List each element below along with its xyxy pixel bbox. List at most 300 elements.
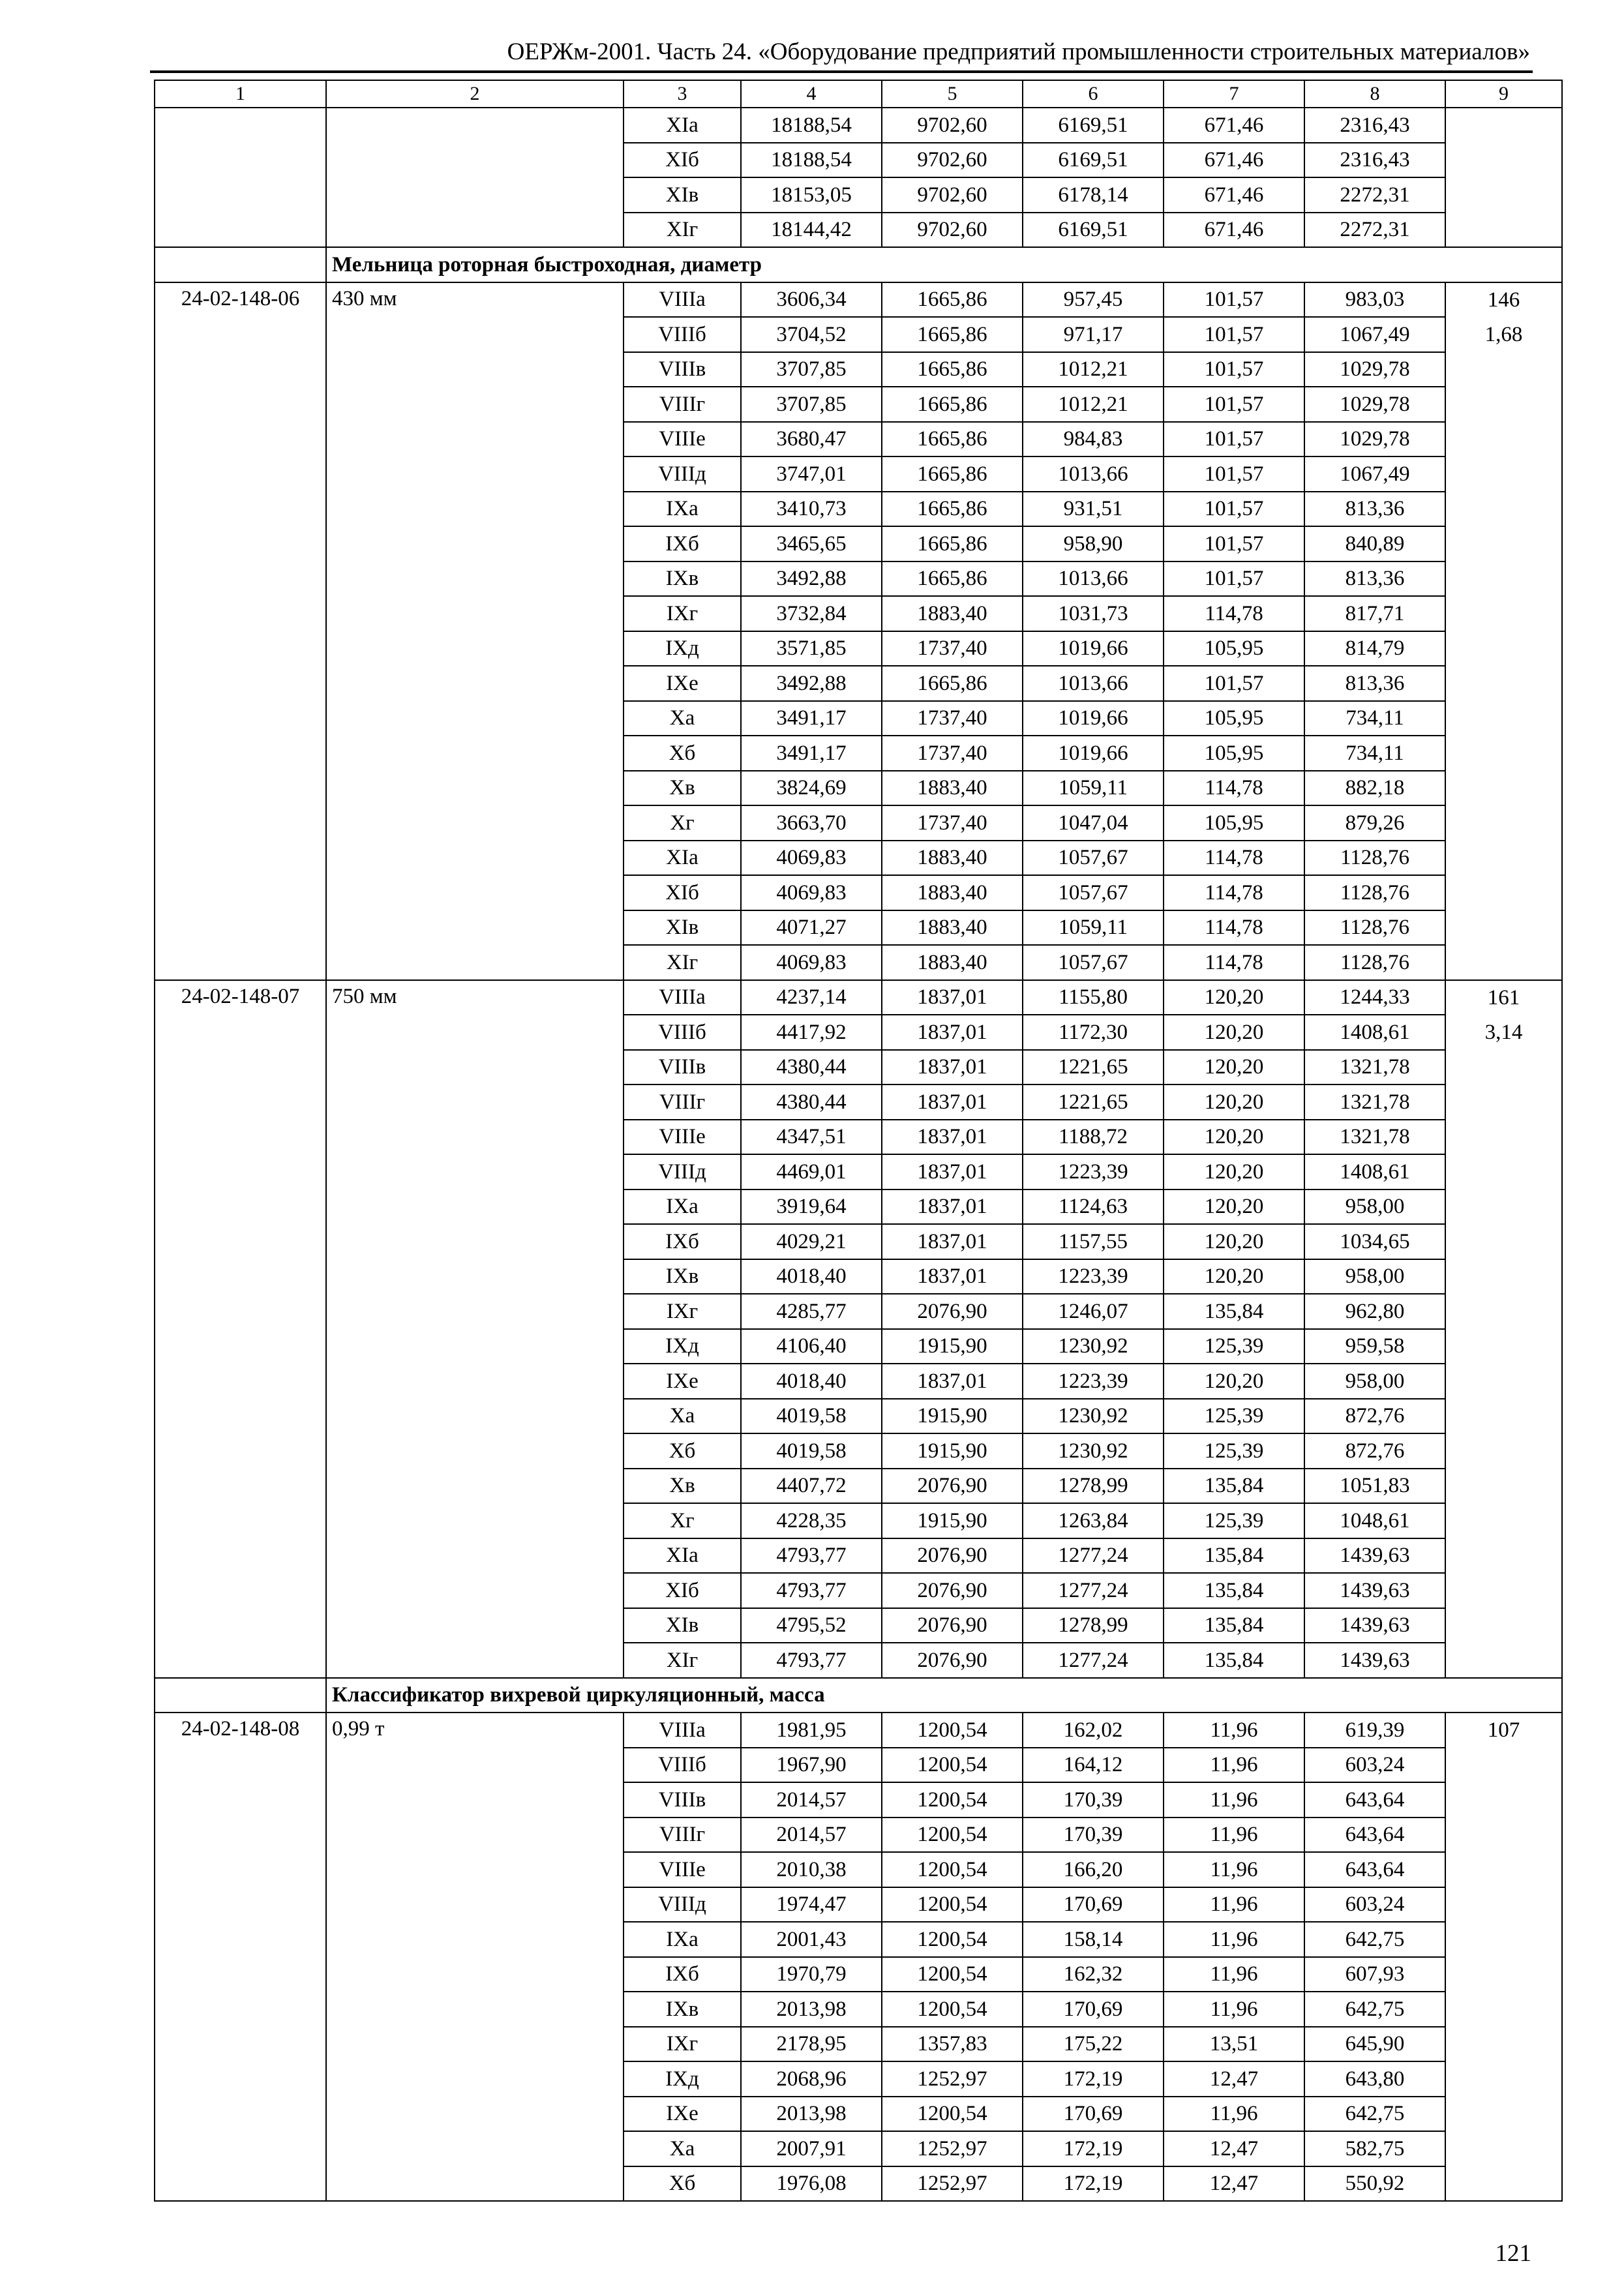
materials-cost-cell: 1439,63 (1304, 1643, 1445, 1678)
materials-cost-cell: 1439,63 (1304, 1573, 1445, 1608)
materials-cost-cell: 1408,61 (1304, 1015, 1445, 1050)
region-cell: VIIIе (624, 1852, 741, 1887)
machine-cost-cell: 1013,66 (1023, 666, 1164, 701)
direct-cost-cell: 1967,90 (741, 1748, 882, 1783)
machine-cost-cell: 1124,63 (1023, 1189, 1164, 1225)
machinist-wage-cell: 105,95 (1164, 701, 1304, 736)
page-header: ОЕРЖм-2001. Часть 24. «Оборудование предприятий промышленности строительных материалов» (507, 38, 1530, 65)
region-cell: VIIIв (624, 1782, 741, 1818)
region-cell: IXд (624, 631, 741, 666)
rates-table (154, 80, 1563, 2202)
materials-cost-cell: 814,79 (1304, 631, 1445, 666)
labor-cost-cell: 1883,40 (882, 596, 1023, 631)
region-cell: IXб (624, 1957, 741, 1992)
region-cell: XIб (624, 875, 741, 910)
materials-cost-cell: 1128,76 (1304, 841, 1445, 876)
machine-cost-cell: 958,90 (1023, 526, 1164, 561)
labor-cost-cell: 1837,01 (882, 980, 1023, 1015)
materials-cost-cell: 1321,78 (1304, 1085, 1445, 1120)
labor-cost-cell: 9702,60 (882, 108, 1023, 143)
labor-cost-cell: 1200,54 (882, 1922, 1023, 1957)
column-number-cell: 6 (1023, 80, 1164, 108)
region-cell: IXг (624, 1294, 741, 1329)
direct-cost-cell: 3824,69 (741, 771, 882, 806)
materials-cost-cell: 1408,61 (1304, 1154, 1445, 1189)
rates-table-container (154, 80, 1531, 2202)
region-cell: IXв (624, 1259, 741, 1294)
materials-cost-cell: 958,00 (1304, 1364, 1445, 1399)
region-cell: IXд (624, 2061, 741, 2097)
materials-cost-cell: 872,76 (1304, 1433, 1445, 1469)
labor-cost-cell: 1837,01 (882, 1224, 1023, 1259)
region-cell: IXв (624, 561, 741, 597)
region-cell: IXе (624, 666, 741, 701)
section-title: Классификатор вихревой циркуляционный, масса (326, 1678, 1562, 1713)
materials-cost-cell: 813,36 (1304, 561, 1445, 597)
direct-cost-cell: 3919,64 (741, 1189, 882, 1225)
direct-cost-cell: 4469,01 (741, 1154, 882, 1189)
materials-cost-cell: 1439,63 (1304, 1608, 1445, 1643)
machinist-wage-cell: 125,39 (1164, 1433, 1304, 1469)
direct-cost-cell: 4380,44 (741, 1085, 882, 1120)
col9-value: 1,68 (1484, 322, 1523, 346)
machinist-wage-cell: 11,96 (1164, 1922, 1304, 1957)
machinist-wage-cell: 125,39 (1164, 1329, 1304, 1364)
machinist-wage-cell: 120,20 (1164, 1364, 1304, 1399)
machinist-wage-cell: 120,20 (1164, 1120, 1304, 1155)
materials-cost-cell: 1029,78 (1304, 422, 1445, 457)
rate-description: 0,99 т (326, 1713, 624, 2201)
machinist-wage-cell: 11,96 (1164, 2097, 1304, 2132)
materials-cost-cell: 2272,31 (1304, 177, 1445, 213)
column-number-cell: 4 (741, 80, 882, 108)
materials-cost-cell: 1067,49 (1304, 456, 1445, 492)
machinist-wage-cell: 120,20 (1164, 1015, 1304, 1050)
region-cell: Xв (624, 771, 741, 806)
machinist-wage-cell: 135,84 (1164, 1608, 1304, 1643)
region-cell: IXб (624, 526, 741, 561)
direct-cost-cell: 3704,52 (741, 317, 882, 352)
region-cell: IXа (624, 1922, 741, 1957)
machine-cost-cell: 1230,92 (1023, 1399, 1164, 1434)
region-cell: IXа (624, 492, 741, 527)
labor-cost-cell: 1200,54 (882, 1782, 1023, 1818)
materials-cost-cell: 2316,43 (1304, 143, 1445, 178)
machine-cost-cell: 1059,11 (1023, 910, 1164, 946)
machine-cost-cell: 1031,73 (1023, 596, 1164, 631)
machinist-wage-cell: 12,47 (1164, 2166, 1304, 2202)
materials-cost-cell: 642,75 (1304, 1922, 1445, 1957)
direct-cost-cell: 3492,88 (741, 561, 882, 597)
machinist-wage-cell: 12,47 (1164, 2061, 1304, 2097)
machinist-wage-cell: 671,46 (1164, 108, 1304, 143)
machinist-wage-cell: 11,96 (1164, 1713, 1304, 1748)
machine-cost-cell: 1057,67 (1023, 875, 1164, 910)
labor-cost-cell: 9702,60 (882, 177, 1023, 213)
labor-cost-cell: 1883,40 (882, 910, 1023, 946)
machinist-wage-cell: 105,95 (1164, 631, 1304, 666)
direct-cost-cell: 4793,77 (741, 1538, 882, 1574)
region-cell: VIIIа (624, 980, 741, 1015)
machine-cost-cell: 1277,24 (1023, 1643, 1164, 1678)
labor-cost-cell: 1837,01 (882, 1189, 1023, 1225)
region-cell: IXа (624, 1189, 741, 1225)
machine-cost-cell: 172,19 (1023, 2166, 1164, 2202)
direct-cost-cell: 1970,79 (741, 1957, 882, 1992)
machinist-wage-cell: 120,20 (1164, 1259, 1304, 1294)
col9-cell (1445, 980, 1562, 1678)
materials-cost-cell: 607,93 (1304, 1957, 1445, 1992)
labor-cost-cell: 2076,90 (882, 1469, 1023, 1504)
materials-cost-cell: 1244,33 (1304, 980, 1445, 1015)
labor-cost-cell: 1200,54 (882, 2097, 1023, 2132)
direct-cost-cell: 4228,35 (741, 1503, 882, 1538)
machine-cost-cell: 1019,66 (1023, 701, 1164, 736)
labor-cost-cell: 1200,54 (882, 1748, 1023, 1783)
materials-cost-cell: 1029,78 (1304, 387, 1445, 422)
machine-cost-cell: 1012,21 (1023, 387, 1164, 422)
direct-cost-cell: 2013,98 (741, 1992, 882, 2027)
materials-cost-cell: 642,75 (1304, 2097, 1445, 2132)
labor-cost-cell: 2076,90 (882, 1608, 1023, 1643)
direct-cost-cell: 4793,77 (741, 1643, 882, 1678)
direct-cost-cell: 2178,95 (741, 2027, 882, 2062)
direct-cost-cell: 3663,70 (741, 805, 882, 841)
machinist-wage-cell: 12,47 (1164, 2131, 1304, 2166)
labor-cost-cell: 1837,01 (882, 1050, 1023, 1085)
machinist-wage-cell: 114,78 (1164, 910, 1304, 946)
direct-cost-cell: 1974,47 (741, 1887, 882, 1922)
machinist-wage-cell: 120,20 (1164, 1154, 1304, 1189)
machine-cost-cell: 957,45 (1023, 282, 1164, 318)
region-cell: Xг (624, 1503, 741, 1538)
materials-cost-cell: 1051,83 (1304, 1469, 1445, 1504)
region-cell: VIIIб (624, 1015, 741, 1050)
materials-cost-cell: 2272,31 (1304, 213, 1445, 248)
labor-cost-cell: 1737,40 (882, 805, 1023, 841)
region-cell: VIIIд (624, 1154, 741, 1189)
machine-cost-cell: 166,20 (1023, 1852, 1164, 1887)
region-cell: Xв (624, 1469, 741, 1504)
materials-cost-cell: 734,11 (1304, 736, 1445, 771)
machinist-wage-cell: 671,46 (1164, 143, 1304, 178)
labor-cost-cell: 1837,01 (882, 1364, 1023, 1399)
column-number-cell: 7 (1164, 80, 1304, 108)
region-cell: XIа (624, 1538, 741, 1574)
materials-cost-cell: 1048,61 (1304, 1503, 1445, 1538)
machine-cost-cell: 1263,84 (1023, 1503, 1164, 1538)
direct-cost-cell: 1981,95 (741, 1713, 882, 1748)
machine-cost-cell: 1278,99 (1023, 1608, 1164, 1643)
region-cell: VIIIг (624, 387, 741, 422)
header-rule (150, 70, 1533, 73)
labor-cost-cell: 1737,40 (882, 631, 1023, 666)
machinist-wage-cell: 11,96 (1164, 1782, 1304, 1818)
machinist-wage-cell: 135,84 (1164, 1469, 1304, 1504)
labor-cost-cell: 1915,90 (882, 1503, 1023, 1538)
direct-cost-cell: 4795,52 (741, 1608, 882, 1643)
labor-cost-cell: 1200,54 (882, 1957, 1023, 1992)
machinist-wage-cell: 114,78 (1164, 875, 1304, 910)
direct-cost-cell: 2013,98 (741, 2097, 882, 2132)
region-cell: VIIIб (624, 317, 741, 352)
table-row (155, 108, 1562, 143)
direct-cost-cell: 3732,84 (741, 596, 882, 631)
labor-cost-cell: 1915,90 (882, 1433, 1023, 1469)
labor-cost-cell: 1200,54 (882, 1818, 1023, 1853)
machinist-wage-cell: 114,78 (1164, 945, 1304, 980)
direct-cost-cell: 4019,58 (741, 1399, 882, 1434)
region-cell: VIIIг (624, 1818, 741, 1853)
machine-cost-cell: 1013,66 (1023, 456, 1164, 492)
materials-cost-cell: 1034,65 (1304, 1224, 1445, 1259)
column-number-cell: 8 (1304, 80, 1445, 108)
materials-cost-cell: 962,80 (1304, 1294, 1445, 1329)
materials-cost-cell: 550,92 (1304, 2166, 1445, 2202)
labor-cost-cell: 1737,40 (882, 701, 1023, 736)
region-cell: XIг (624, 213, 741, 248)
direct-cost-cell: 2001,43 (741, 1922, 882, 1957)
labor-cost-cell: 9702,60 (882, 143, 1023, 178)
machine-cost-cell: 6169,51 (1023, 108, 1164, 143)
section-title: Мельница роторная быстроходная, диаметр (326, 247, 1562, 282)
region-cell: Xа (624, 2131, 741, 2166)
labor-cost-cell: 1665,86 (882, 282, 1023, 318)
machine-cost-cell: 1277,24 (1023, 1573, 1164, 1608)
region-cell: XIв (624, 177, 741, 213)
section-header-row (155, 1678, 1562, 1713)
col9-value: 107 (1487, 1718, 1520, 1742)
machine-cost-cell: 1223,39 (1023, 1259, 1164, 1294)
region-cell: XIб (624, 143, 741, 178)
col9-value: 161 (1487, 985, 1520, 1010)
machinist-wage-cell: 135,84 (1164, 1573, 1304, 1608)
machine-cost-cell: 6169,51 (1023, 143, 1164, 178)
region-cell: XIа (624, 108, 741, 143)
machine-cost-cell: 1057,67 (1023, 945, 1164, 980)
labor-cost-cell: 1665,86 (882, 317, 1023, 352)
machinist-wage-cell: 11,96 (1164, 1992, 1304, 2027)
column-number-cell: 2 (326, 80, 624, 108)
region-cell: Xа (624, 1399, 741, 1434)
direct-cost-cell: 2014,57 (741, 1782, 882, 1818)
materials-cost-cell: 603,24 (1304, 1887, 1445, 1922)
region-cell: IXб (624, 1224, 741, 1259)
labor-cost-cell: 1737,40 (882, 736, 1023, 771)
materials-cost-cell: 879,26 (1304, 805, 1445, 841)
machine-cost-cell: 984,83 (1023, 422, 1164, 457)
materials-cost-cell: 813,36 (1304, 666, 1445, 701)
direct-cost-cell: 4793,77 (741, 1573, 882, 1608)
materials-cost-cell: 1128,76 (1304, 910, 1445, 946)
region-cell: VIIIв (624, 1050, 741, 1085)
direct-cost-cell: 2014,57 (741, 1818, 882, 1853)
labor-cost-cell: 1915,90 (882, 1399, 1023, 1434)
direct-cost-cell: 4106,40 (741, 1329, 882, 1364)
machine-cost-cell: 162,32 (1023, 1957, 1164, 1992)
labor-cost-cell: 1665,86 (882, 666, 1023, 701)
machine-cost-cell: 1057,67 (1023, 841, 1164, 876)
machinist-wage-cell: 125,39 (1164, 1503, 1304, 1538)
table-row (155, 282, 1562, 318)
empty-col9-cell (1445, 108, 1562, 247)
labor-cost-cell: 1200,54 (882, 1852, 1023, 1887)
col9-cell (1445, 282, 1562, 980)
direct-cost-cell: 18188,54 (741, 143, 882, 178)
machine-cost-cell: 1246,07 (1023, 1294, 1164, 1329)
machine-cost-cell: 1155,80 (1023, 980, 1164, 1015)
labor-cost-cell: 1252,97 (882, 2131, 1023, 2166)
rate-code: 24-02-148-07 (155, 980, 326, 1678)
machine-cost-cell: 1223,39 (1023, 1364, 1164, 1399)
region-cell: Xа (624, 701, 741, 736)
machine-cost-cell: 1221,65 (1023, 1050, 1164, 1085)
section-header-row (155, 247, 1562, 282)
materials-cost-cell: 1128,76 (1304, 875, 1445, 910)
machine-cost-cell: 1230,92 (1023, 1329, 1164, 1364)
machinist-wage-cell: 101,57 (1164, 561, 1304, 597)
region-cell: VIIIе (624, 422, 741, 457)
table-row (155, 980, 1562, 1015)
machinist-wage-cell: 135,84 (1164, 1643, 1304, 1678)
materials-cost-cell: 643,64 (1304, 1852, 1445, 1887)
region-cell: Xб (624, 1433, 741, 1469)
machine-cost-cell: 1277,24 (1023, 1538, 1164, 1574)
direct-cost-cell: 3492,88 (741, 666, 882, 701)
machinist-wage-cell: 120,20 (1164, 1085, 1304, 1120)
materials-cost-cell: 582,75 (1304, 2131, 1445, 2166)
materials-cost-cell: 813,36 (1304, 492, 1445, 527)
region-cell: XIб (624, 1573, 741, 1608)
direct-cost-cell: 18188,54 (741, 108, 882, 143)
direct-cost-cell: 3747,01 (741, 456, 882, 492)
materials-cost-cell: 1128,76 (1304, 945, 1445, 980)
machine-cost-cell: 1221,65 (1023, 1085, 1164, 1120)
direct-cost-cell: 4019,58 (741, 1433, 882, 1469)
machinist-wage-cell: 671,46 (1164, 213, 1304, 248)
machine-cost-cell: 1012,21 (1023, 352, 1164, 387)
machine-cost-cell: 162,02 (1023, 1713, 1164, 1748)
machinist-wage-cell: 114,78 (1164, 771, 1304, 806)
machine-cost-cell: 170,69 (1023, 1992, 1164, 2027)
region-cell: VIIIв (624, 352, 741, 387)
direct-cost-cell: 3571,85 (741, 631, 882, 666)
region-cell: Xб (624, 736, 741, 771)
direct-cost-cell: 2010,38 (741, 1852, 882, 1887)
region-cell: IXд (624, 1329, 741, 1364)
labor-cost-cell: 1837,01 (882, 1120, 1023, 1155)
section-empty-cell (155, 1678, 326, 1713)
region-cell: IXг (624, 596, 741, 631)
materials-cost-cell: 643,80 (1304, 2061, 1445, 2097)
region-cell: XIг (624, 1643, 741, 1678)
labor-cost-cell: 1883,40 (882, 771, 1023, 806)
direct-cost-cell: 3680,47 (741, 422, 882, 457)
direct-cost-cell: 4380,44 (741, 1050, 882, 1085)
machine-cost-cell: 6178,14 (1023, 177, 1164, 213)
labor-cost-cell: 1665,86 (882, 526, 1023, 561)
machinist-wage-cell: 101,57 (1164, 422, 1304, 457)
labor-cost-cell: 1665,86 (882, 422, 1023, 457)
materials-cost-cell: 734,11 (1304, 701, 1445, 736)
region-cell: XIв (624, 1608, 741, 1643)
labor-cost-cell: 1357,83 (882, 2027, 1023, 2062)
region-cell: IXг (624, 2027, 741, 2062)
labor-cost-cell: 1252,97 (882, 2166, 1023, 2202)
rate-code: 24-02-148-08 (155, 1713, 326, 2201)
machine-cost-cell: 1230,92 (1023, 1433, 1164, 1469)
labor-cost-cell: 1837,01 (882, 1154, 1023, 1189)
materials-cost-cell: 2316,43 (1304, 108, 1445, 143)
labor-cost-cell: 2076,90 (882, 1538, 1023, 1574)
machinist-wage-cell: 120,20 (1164, 1189, 1304, 1225)
region-cell: XIв (624, 910, 741, 946)
materials-cost-cell: 958,00 (1304, 1189, 1445, 1225)
rate-description: 430 мм (326, 282, 624, 980)
labor-cost-cell: 1200,54 (882, 1992, 1023, 2027)
region-cell: IXе (624, 1364, 741, 1399)
direct-cost-cell: 18144,42 (741, 213, 882, 248)
empty-code-cell (155, 108, 326, 247)
machinist-wage-cell: 101,57 (1164, 456, 1304, 492)
machinist-wage-cell: 101,57 (1164, 352, 1304, 387)
materials-cost-cell: 840,89 (1304, 526, 1445, 561)
materials-cost-cell: 619,39 (1304, 1713, 1445, 1748)
rate-code: 24-02-148-06 (155, 282, 326, 980)
labor-cost-cell: 1883,40 (882, 945, 1023, 980)
direct-cost-cell: 4018,40 (741, 1259, 882, 1294)
machine-cost-cell: 6169,51 (1023, 213, 1164, 248)
direct-cost-cell: 3707,85 (741, 387, 882, 422)
machinist-wage-cell: 11,96 (1164, 1818, 1304, 1853)
direct-cost-cell: 4018,40 (741, 1364, 882, 1399)
materials-cost-cell: 1439,63 (1304, 1538, 1445, 1574)
column-number-cell: 1 (155, 80, 326, 108)
region-cell: IXв (624, 1992, 741, 2027)
machinist-wage-cell: 114,78 (1164, 596, 1304, 631)
region-cell: XIг (624, 945, 741, 980)
direct-cost-cell: 2007,91 (741, 2131, 882, 2166)
region-cell: Xг (624, 805, 741, 841)
region-cell: VIIIа (624, 282, 741, 318)
machinist-wage-cell: 13,51 (1164, 2027, 1304, 2062)
machinist-wage-cell: 120,20 (1164, 1050, 1304, 1085)
rate-description: 750 мм (326, 980, 624, 1678)
machine-cost-cell: 164,12 (1023, 1748, 1164, 1783)
materials-cost-cell: 643,64 (1304, 1818, 1445, 1853)
labor-cost-cell: 1665,86 (882, 492, 1023, 527)
region-cell: VIIIд (624, 1887, 741, 1922)
materials-cost-cell: 959,58 (1304, 1329, 1445, 1364)
column-number-cell: 3 (624, 80, 741, 108)
direct-cost-cell: 3491,17 (741, 701, 882, 736)
direct-cost-cell: 4069,83 (741, 841, 882, 876)
machine-cost-cell: 1188,72 (1023, 1120, 1164, 1155)
table-row (155, 1713, 1562, 1748)
direct-cost-cell: 18153,05 (741, 177, 882, 213)
machine-cost-cell: 170,69 (1023, 2097, 1164, 2132)
machine-cost-cell: 1019,66 (1023, 736, 1164, 771)
machinist-wage-cell: 671,46 (1164, 177, 1304, 213)
empty-desc-cell (326, 108, 624, 247)
machinist-wage-cell: 114,78 (1164, 841, 1304, 876)
materials-cost-cell: 642,75 (1304, 1992, 1445, 2027)
materials-cost-cell: 643,64 (1304, 1782, 1445, 1818)
machine-cost-cell: 1172,30 (1023, 1015, 1164, 1050)
direct-cost-cell: 4347,51 (741, 1120, 882, 1155)
machine-cost-cell: 172,19 (1023, 2061, 1164, 2097)
machinist-wage-cell: 101,57 (1164, 282, 1304, 318)
